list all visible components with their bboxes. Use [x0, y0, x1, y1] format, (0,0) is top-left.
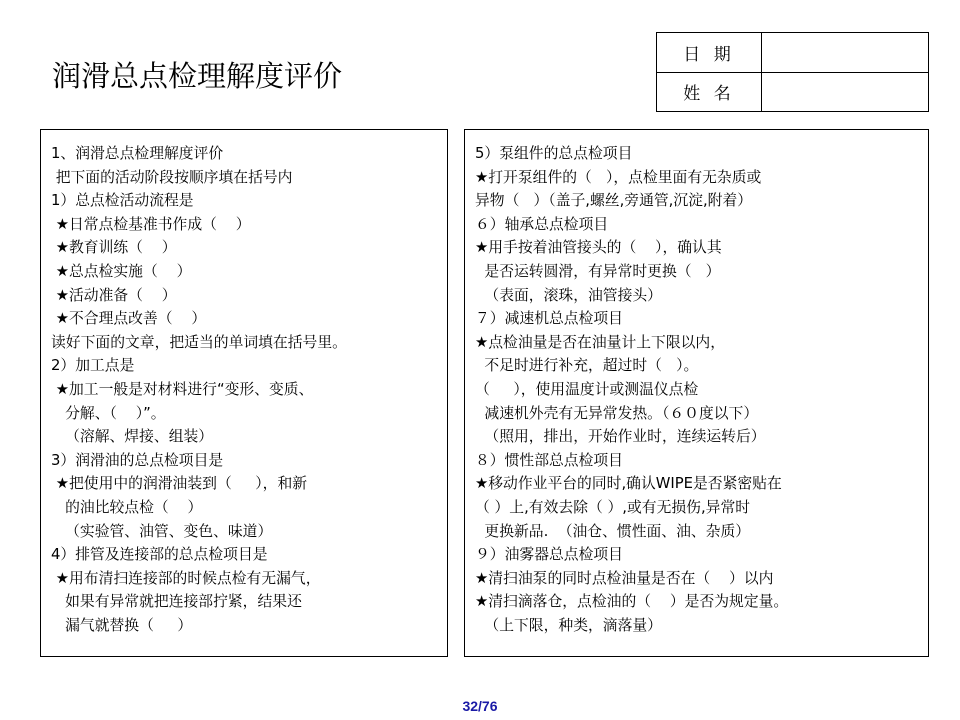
question-line: ★不合理点改善（ ） — [51, 310, 207, 328]
question-line: 如果有异常就把连接部拧紧，结果还 — [51, 593, 302, 611]
date-name-table — [656, 32, 929, 112]
page-title: 润滑总点检理解度评价 — [52, 59, 343, 93]
question-line: ★把使用中的润滑油装到（ ），和新 — [51, 475, 308, 493]
date-row — [657, 33, 929, 73]
question-line: 3）润滑油的总点检项目是 — [51, 451, 224, 469]
question-line: ★用布清扫连接部的时候点检有无漏气， — [51, 569, 321, 587]
question-line: 更换新品. （油仓、惯性面、油、杂质） — [475, 522, 751, 540]
question-line: ★用手按着油管接头的（ ），确认其 — [475, 239, 722, 257]
question-line: 1、润滑总点检理解度评价 — [51, 145, 224, 162]
question-line: （照用，排出，开始作业时，连续运转后） — [475, 428, 766, 446]
name-label: 姓 名 — [657, 72, 762, 112]
question-line: 减速机外壳有无异常发热。（６０度以下） — [475, 404, 759, 422]
question-line: ★教育训练（ ） — [51, 239, 177, 257]
question-line: 把下面的活动阶段按顺序填在括号内 — [51, 168, 293, 186]
name-row — [657, 72, 929, 112]
question-line: 读好下面的文章，把适当的单词填在括号里。 — [51, 333, 347, 351]
question-line: 2）加工点是 — [51, 357, 135, 375]
date-label: 日 期 — [657, 33, 762, 73]
question-line: ★点检油量是否在油量计上下限以内， — [475, 333, 726, 351]
question-line: 是否运转圆滑，有异常时更换（ ） — [475, 262, 721, 280]
question-line: （溶解、焊接、组装） — [51, 428, 214, 446]
question-line: ★活动准备（ ） — [51, 286, 177, 304]
page-number: 32/76 — [462, 698, 498, 714]
question-line: ★总点检实施（ ） — [51, 262, 192, 280]
question-line: （ ）上,有效去除（ ）,或有无损伤,异常时 — [475, 498, 751, 516]
question-line: （实验管、油管、变色、味道） — [51, 522, 273, 540]
question-line: （表面，滚珠，油管接头） — [475, 286, 662, 304]
question-line: ９）油雾器总点检项目 — [475, 546, 623, 564]
name-field[interactable] — [762, 72, 929, 112]
question-line: 漏气就替换（ ） — [51, 616, 193, 634]
question-line: ８）惯性部总点检项目 — [475, 451, 623, 469]
question-line: ★日常点检基准书作成（ ） — [51, 215, 251, 233]
date-field[interactable] — [762, 33, 929, 73]
question-line: ★清扫油泵的同时点检油量是否在（ ）以内 — [475, 569, 774, 587]
question-line: 异物（ ）（盖子,螺丝,旁通管,沉淀,附着） — [475, 192, 753, 210]
question-line: 分解、（ ）”。 — [51, 404, 166, 422]
question-line: ６）轴承总点检项目 — [475, 215, 609, 233]
question-line: 不足时进行补充，超过时（ ）。 — [475, 357, 699, 375]
question-line: （ ），使用温度计或测温仪点检 — [475, 380, 699, 398]
question-line: （上下限，种类，滴落量） — [475, 616, 662, 634]
question-line: 的油比较点检（ ） — [51, 498, 203, 516]
question-line: ★打开泵组件的（ ），点检里面有无杂质或 — [475, 168, 762, 186]
right-question-panel — [464, 129, 929, 657]
question-line: 5）泵组件的总点检项目 — [475, 145, 633, 162]
question-line: 1）总点检活动流程是 — [51, 192, 194, 210]
question-line: ７）减速机总点检项目 — [475, 310, 623, 328]
question-line: ★加工一般是对材料进行“变形、变质、 — [51, 380, 314, 398]
left-question-panel — [40, 129, 448, 657]
question-line: ★清扫滴落仓，点检油的（ ）是否为规定量。 — [475, 593, 789, 611]
question-line: 4）排管及连接部的总点检项目是 — [51, 546, 268, 564]
question-line: ★移动作业平台的同时,确认WIPE是否紧密贴在 — [475, 475, 782, 493]
